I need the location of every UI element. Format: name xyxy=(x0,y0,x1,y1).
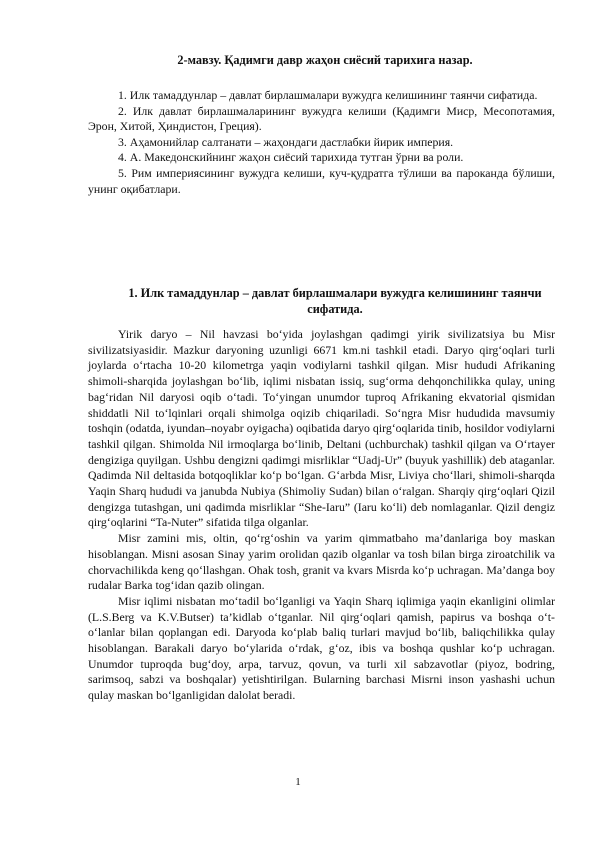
body-paragraph-3: Misr iqlimi nisbatan mo‘tadil bo‘lganligi va Yaqin Sharq iqlimiga yaqin ekanligini olimlar (L.S.Berg va K.V.Butser) ta’kidlab o‘tganlar. Nil qirg‘oqlari qamish, papirus va boshqa o‘t-o‘lanlar bilan qoplangan edi. Daryoda ko‘plab baliq turlari mavjud bo‘lib, baliqchilikka qulay hisoblangan. Barakali daryo bo‘ylarida o‘rdak, g‘oz, ibis va boshqa qushlar ko‘p uchragan. Unumdor tuproqda bug‘doy, arpa, tarvuz, qovun, va turli xil sabzavotlar (piyoz, bodring, sarimsoq, sabzi va boshqalar) yetishtirilgan. Bularning barchasi Misrni inson yashashi uchun qulay maskan bo‘lganligidan dalolat beradi. xyxy=(88,593,555,703)
section-body xyxy=(88,327,555,704)
topic-title: 2-мавзу. Қадимги давр жаҳон сиёсий тарихига назар. xyxy=(177,53,473,67)
outline-item-3: 3. Аҳамонийлар салтанати – жаҳондаги дастлабки йирик империя. xyxy=(118,134,454,149)
outline-item-2: 2. Илк давлат бирлашмаларининг вужудга келиши (Қадимги Миср, Месопотамия, Эрон, Хитой, Ҳиндистон, Греция). xyxy=(88,103,555,134)
outline-item-4: 4. А. Македонскийнинг жаҳон сиёсий тарихида тутган ўрни ва роли. xyxy=(118,150,464,165)
outline-item-1: 1. Илк тамаддунлар – давлат бирлашмалари вужудга келишининг таянчи сифатида. xyxy=(118,88,538,102)
section-heading: 1. Илк тамаддунлар – давлат бирлашмалари вужудга келишининг таянчи сифатида. xyxy=(128,286,542,316)
outline-item-5: 5. Рим империясининг вужудга келиши, куч-қудратга тўлиши ва пароканда бўлиши, унинг оқибатлари. xyxy=(88,165,555,196)
page-number: 1 xyxy=(295,776,301,788)
body-paragraph-2: Misr zamini mis, oltin, qo‘rg‘oshin va yarim qimmatbaho ma’danlariga boy maskan hisoblangan. Misni asosan Sinay yarim orolidan qazib olganlar va tosh bilan birga ziroatchilik va chorvachilikda keng qo‘llashgan. Ohak tosh, granit va kvars Misrda ko‘p uchragan. Ma’danga boy rudalar Barka tog‘idan qazib olingan. xyxy=(88,531,555,593)
topic-outline xyxy=(88,88,555,197)
body-paragraph-1: Yirik daryo – Nil havzasi bo‘yida joylashgan qadimgi yirik sivilizatsiya bu Misr sivilizatsiyasidir. Mazkur daryoning uzunligi 6671 km.ni tashkil etadi. Daryo qirg‘oqlari turli joylarda o‘rtacha 10-20 kilometrga yaqin vodiylarni tashkil qilgan. Misr hududi Afrikaning shimoli-sharqida joylashgan bo‘lib, iqlimi nisbatan issiq, sug‘orma dehqonchilikka qulay, uning bag‘ridan Nil daryosi oqib o‘tadi. To‘yingan unumdor tuproq Afrikaning ekvatorial qismidan shiddatli Nil to‘lqinlari orqali shimolga oqizib chiqariladi. So‘ngra Misr hududida mavsumiy toshqin (odatda, iyundan–noyabr oyigacha) oqibatida daryo qirg‘oqlarida tinib, hosildor vodiylarni tashkil qilgan. Shimolda Nil irmoqlarga bo‘linib, Deltani (uchburchak) tashkil qilgan va O‘rtayer dengiziga quyilgan. Ushbu dengizni qadimgi misrliklar “Uadj-Ur” (buyuk yashillik) deb ataganlar. Qadimda Nil deltasida botqoqliklar ko‘p bo‘lgan. G‘arbda Misr, Liviya cho‘llari, shimoli-sharqda Yaqin Sharq hududi va janubda Nubiya (Shimoliy Sudan) bilan o‘ralgan. Sharqiy qirg‘oqlari Qizil dengizga tutashgan, uni qadimda misrliklar “She-Iaru” (Iaru ko‘li) deb nomlaganlar. Qizil dengiz qirg‘oqlarini “Ta-Nuter” sifatida tilga olganlar. xyxy=(88,327,555,530)
